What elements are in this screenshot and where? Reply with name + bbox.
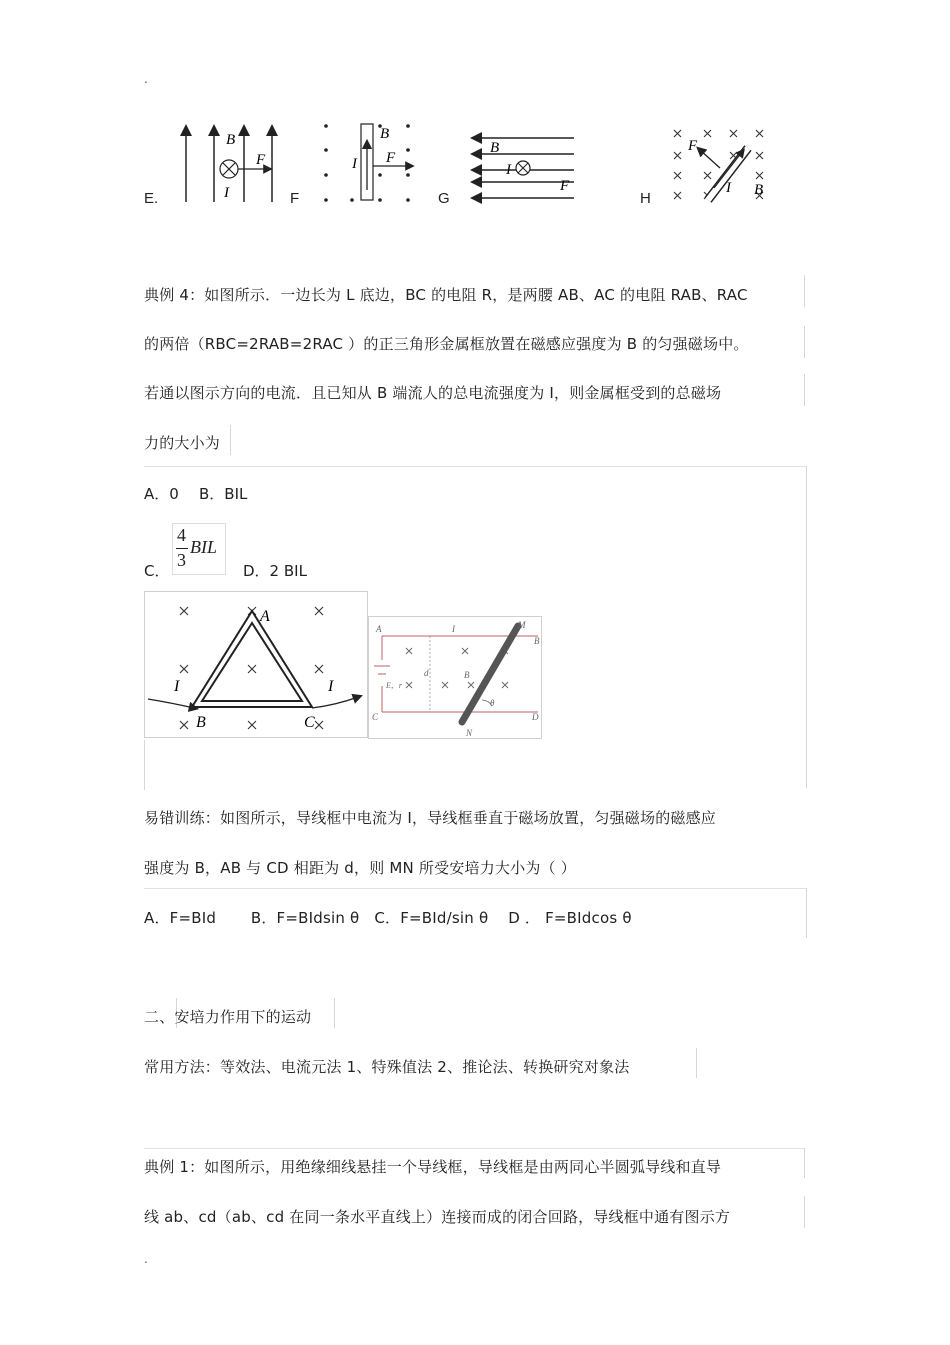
page-dot-bottom: . [144, 1252, 148, 1266]
label-B: B [380, 126, 390, 142]
option-A: A．0 [144, 485, 179, 503]
label-I: I [452, 624, 455, 634]
label-d: d [424, 668, 429, 678]
error-training-line2: 强度为 B，AB 与 CD 相距为 d，则 MN 所受安培力大小为（ ） [144, 859, 576, 877]
example1-line2: 线 ab、cd（ab、cd 在同一条水平直线上）连接而成的闭合回路，导线框中通有图示方 [144, 1208, 731, 1226]
example4-line4: 力的大小为 [144, 434, 221, 452]
fraction-bar [176, 548, 188, 549]
label-F: F [688, 138, 698, 154]
label-I: I [726, 180, 731, 196]
figure-H-label: H [640, 190, 651, 207]
label-Er: E，r [386, 681, 402, 690]
error-training-line1: 易错训练：如图所示，导线框中电流为 I，导线框垂直于磁场放置，匀强磁场的磁感应 [144, 809, 716, 827]
fraction-numerator: 4 [177, 525, 186, 545]
example4-line1: 典例 4：如图所示．一边长为 L 底边，BC 的电阻 R，是两腰 AB、AC 的电阻 RAB、RAC [144, 286, 748, 304]
figure-G [470, 130, 580, 206]
page-dot-top: . [144, 72, 148, 86]
option-C-formula [172, 523, 226, 575]
option-C: C． [144, 562, 170, 580]
force-arrow [700, 150, 720, 168]
label-B: B [490, 140, 500, 156]
point-A: A [376, 624, 382, 634]
rail-figure [368, 616, 543, 740]
vertex-B: B [196, 714, 206, 731]
example4-line3: 若通以图示方向的电流．且已知从 B 端流人的总电流强度为 I，则金属框受到的总磁场 [144, 384, 722, 402]
triangle-figure [144, 591, 368, 738]
figure-G-label: G [438, 190, 450, 207]
vertex-A: A [260, 608, 270, 625]
point-M: M [518, 620, 526, 630]
label-I: I [506, 162, 511, 178]
figure-E-label: E. [144, 190, 159, 207]
label-B: B [464, 670, 470, 680]
label-I: I [352, 156, 357, 172]
label-F: F [386, 150, 396, 166]
point-B: B [534, 636, 540, 646]
label-F: F [560, 178, 570, 194]
figure-F [318, 120, 418, 206]
vertex-C: C [304, 714, 315, 731]
figure-F-label: F [290, 190, 300, 207]
section2-methods: 常用方法：等效法、电流元法 1、特殊值法 2、推论法、转换研究对象法 [144, 1058, 630, 1076]
label-I: I [224, 185, 229, 201]
current-label-right: I [328, 678, 334, 695]
fraction-denominator: 3 [177, 550, 186, 570]
error-training-options: A．F=BId B．F=BIdsin θ C．F=BId/sin θ D ． F=BIdcos θ [144, 909, 632, 927]
option-D: D．2 BIL [243, 562, 307, 580]
figure-H [670, 124, 774, 206]
current-label-left: I [174, 678, 180, 695]
example1-line1: 典例 1：如图所示，用绝缘细线悬挂一个导线框，导线框是由两同心半圆弧导线和直导 [144, 1158, 722, 1176]
label-B: B [226, 132, 236, 148]
point-C: C [372, 712, 379, 722]
example4-line2: 的两倍（RBC=2RAB=2RAC ）的正三角形金属框放置在磁感应强度为 B 的匀强磁场中。 [144, 335, 749, 353]
section2-title: 二、安培力作用下的运动 [144, 1008, 312, 1026]
formula-expr: BIL [190, 537, 217, 557]
label-F: F [256, 152, 266, 168]
point-D: D [532, 712, 539, 722]
point-N: N [466, 728, 473, 738]
label-theta: θ [490, 698, 495, 708]
label-B: B [754, 182, 764, 198]
figure-E [176, 122, 282, 206]
option-B: B．BIL [199, 485, 248, 503]
